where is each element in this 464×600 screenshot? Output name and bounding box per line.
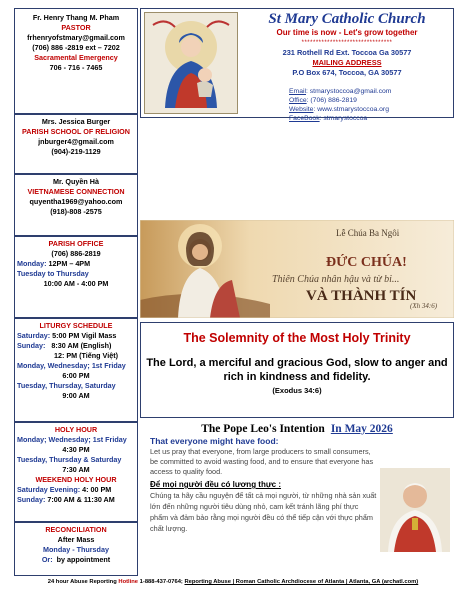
weekend-saturday-label: Saturday Evening: (17, 485, 81, 494)
school-director-name: Mrs. Jessica Burger (41, 117, 111, 126)
footer-phone: 1-888-437-0764; (139, 579, 183, 585)
vietnamese-contact-name: Mr. Quyền Hà (53, 177, 99, 186)
solemnity-reference: (Exodus 34:6) (272, 386, 322, 395)
footer-prefix: 24 hour Abuse Reporting (47, 579, 117, 585)
banner-line2-text: Thiên Chúa nhân hậu và từ bi... (272, 274, 400, 285)
reconciliation-or-label: Or: (41, 555, 53, 564)
emergency-label: Sacramental Emergency (34, 53, 118, 62)
liturgy-tts-label: Tuesday, Thursday, Saturday (17, 381, 116, 390)
street-address: 231 Rothell Rd Ext. Toccoa Ga 30577 (282, 48, 412, 57)
pastor-phone: (706) 886 -2819 ext – 7202 (32, 43, 120, 52)
church-name: St Mary Catholic Church (268, 11, 426, 27)
pope-intention-english: Let us pray that everyone, from large producers to small consumers, be committed to avoid wasting food, and to ensure that everyone has access to quality food. (150, 447, 374, 476)
reconciliation-line2: Monday - Thursday (43, 545, 109, 554)
office-tue-thu-label: Tuesday to Thursday (17, 269, 89, 278)
bulletin-page (4, 4, 460, 596)
vietnamese-box (14, 174, 138, 236)
liturgy-tts-time: 9:00 AM (62, 391, 90, 400)
banner-line3-text: VÀ THÀNH TÍN (306, 288, 417, 304)
footer-hotline: Hotline (118, 579, 139, 585)
school-phone: (904)-219-1129 (51, 147, 101, 156)
website-label: Website (289, 106, 314, 113)
vietnamese-title: VIETNAMESE CONNECTION (27, 187, 125, 196)
liturgy-sunday-label: Sunday: (17, 341, 46, 350)
contact-office-row (289, 96, 449, 105)
school-box (14, 114, 138, 174)
holy-hour-title: HOLY HOUR (54, 425, 98, 434)
liturgy-sunday-text2: 12: PM (Tiếng Việt) (53, 351, 119, 360)
liturgy-saturday-text: 5:00 PM Vigil Mass (52, 331, 117, 340)
facebook-value: : stmarystoccoa (319, 115, 368, 122)
reconciliation-line1: After Mass (57, 535, 95, 544)
liturgy-mwf-time: 6:00 PM (62, 371, 90, 380)
star-divider: ******************************** (301, 40, 393, 46)
pope-intention-month: In May 2026 (330, 423, 393, 435)
trinity-banner (140, 220, 454, 318)
office-phone: (706) 886-2819 (51, 249, 101, 258)
holy-hour-tts-time: 7:30 AM (62, 465, 90, 474)
office-label: Office (289, 97, 307, 104)
pope-intention-vietnamese: Chúng ta hãy cầu nguyện để tất cả mọi người, từ những nhà sản xuất lớn đến những người tiêu dùng nhỏ, cam kết tránh lãng phí thực phẩm và đảm bảo rằng mọi người đều có thể tiếp cận với thực phẩm chất lượng. (150, 491, 377, 533)
footer-abuse-link[interactable]: Reporting Abuse | Roman Catholic Archdiocese of Atlanta | Atlanta, GA (archatl.com) (184, 579, 419, 585)
pope-photo (380, 468, 450, 552)
banner-line1-text: ĐỨC CHÚA! (326, 255, 407, 270)
banner-ref-text: (Xh 34:6) (410, 302, 438, 310)
contact-facebook-row[interactable] (289, 114, 449, 123)
facebook-label: FaceBook (289, 115, 320, 122)
liturgy-title: LITURGY SCHEDULE (39, 321, 113, 330)
vietnamese-phone: (918)-808 -2575 (50, 207, 102, 216)
pope-intention-heading (140, 422, 454, 436)
office-value: : (706) 886-2819 (306, 97, 357, 104)
reconciliation-title: RECONCILIATION (45, 525, 107, 534)
liturgy-sunday-text1: 8:30 AM (English) (51, 341, 112, 350)
office-monday-hours: 12PM – 4PM (48, 259, 91, 268)
contact-list (289, 87, 449, 123)
solemnity-quote: The Lord, a merciful and gracious God, slow to anger and rich in kindness and fidelity. (146, 357, 448, 383)
pope-intention-subtitle: That everyone might have food: (150, 436, 279, 446)
banner-feast-text: Lễ Chúa Ba Ngôi (336, 228, 400, 238)
mailing-address-label: MAILING ADDRESS (312, 58, 382, 67)
weekend-sunday-label: Sunday: (17, 495, 46, 504)
office-box (14, 236, 138, 318)
reconciliation-appointment: by appointment (56, 555, 111, 564)
holy-hour-mwf-label: Monday; Wednesday; 1st Friday (17, 435, 127, 444)
liturgy-saturday-label: Saturday: (17, 331, 51, 340)
solemnity-box (140, 322, 454, 418)
office-monday-label: Monday: (17, 259, 47, 268)
church-header-text (241, 11, 453, 78)
school-title: PARISH SCHOOL OF RELIGION (22, 127, 130, 136)
pastor-email[interactable]: frhenryofstmary@gmail.com (27, 33, 125, 42)
liturgy-mwf-label: Monday, Wednesday; 1st Friday (17, 361, 126, 370)
left-sidebar (14, 8, 138, 576)
po-box: P.O Box 674, Toccoa, GA 30577 (292, 68, 402, 77)
church-header (140, 8, 454, 122)
holy-hour-tts-label: Tuesday, Thursday & Saturday (17, 455, 122, 464)
weekend-holy-hour-title: WEEKEND HOLY HOUR (35, 475, 117, 484)
office-tue-thu-hours: 10:00 AM - 4:00 PM (43, 279, 109, 288)
email-label: Email (289, 88, 306, 95)
solemnity-title: The Solemnity of the Most Holy Trinity (183, 331, 411, 345)
abuse-reporting-footer (10, 578, 456, 586)
school-email[interactable]: jnburger4@gmail.com (38, 137, 114, 146)
website-value: : www.stmarystoccoa.org (313, 106, 389, 113)
office-title: PARISH OFFICE (48, 239, 104, 248)
email-value: : stmarystoccoa@gmail.com (306, 88, 392, 95)
pope-intention-viet-subtitle: Để mọi người đều có lương thực : (150, 480, 281, 489)
contact-website-row[interactable] (289, 105, 449, 114)
pastor-box (14, 8, 138, 114)
pope-intention-title: The Pope Leo's Intention (201, 423, 325, 435)
weekend-saturday-time: 4: 00 PM (82, 485, 112, 494)
church-tagline: Our time is now - Let's grow together (276, 28, 418, 37)
liturgy-box (14, 318, 138, 422)
pastor-name: Fr. Henry Thang M. Pham (32, 13, 120, 22)
reconciliation-box (14, 522, 138, 576)
vietnamese-email[interactable]: quyentha1969@yahoo.com (29, 197, 123, 206)
holy-hour-mwf-time: 4:30 PM (62, 445, 90, 454)
pastor-title: PASTOR (61, 23, 91, 32)
pope-intention-section (140, 422, 454, 570)
emergency-phone: 706 - 716 - 7465 (49, 63, 103, 72)
contact-email-row[interactable] (289, 87, 449, 96)
holy-hour-box (14, 422, 138, 522)
madonna-artwork (144, 12, 238, 114)
weekend-sunday-time: 7:00 AM & 11:30 AM (47, 495, 115, 504)
